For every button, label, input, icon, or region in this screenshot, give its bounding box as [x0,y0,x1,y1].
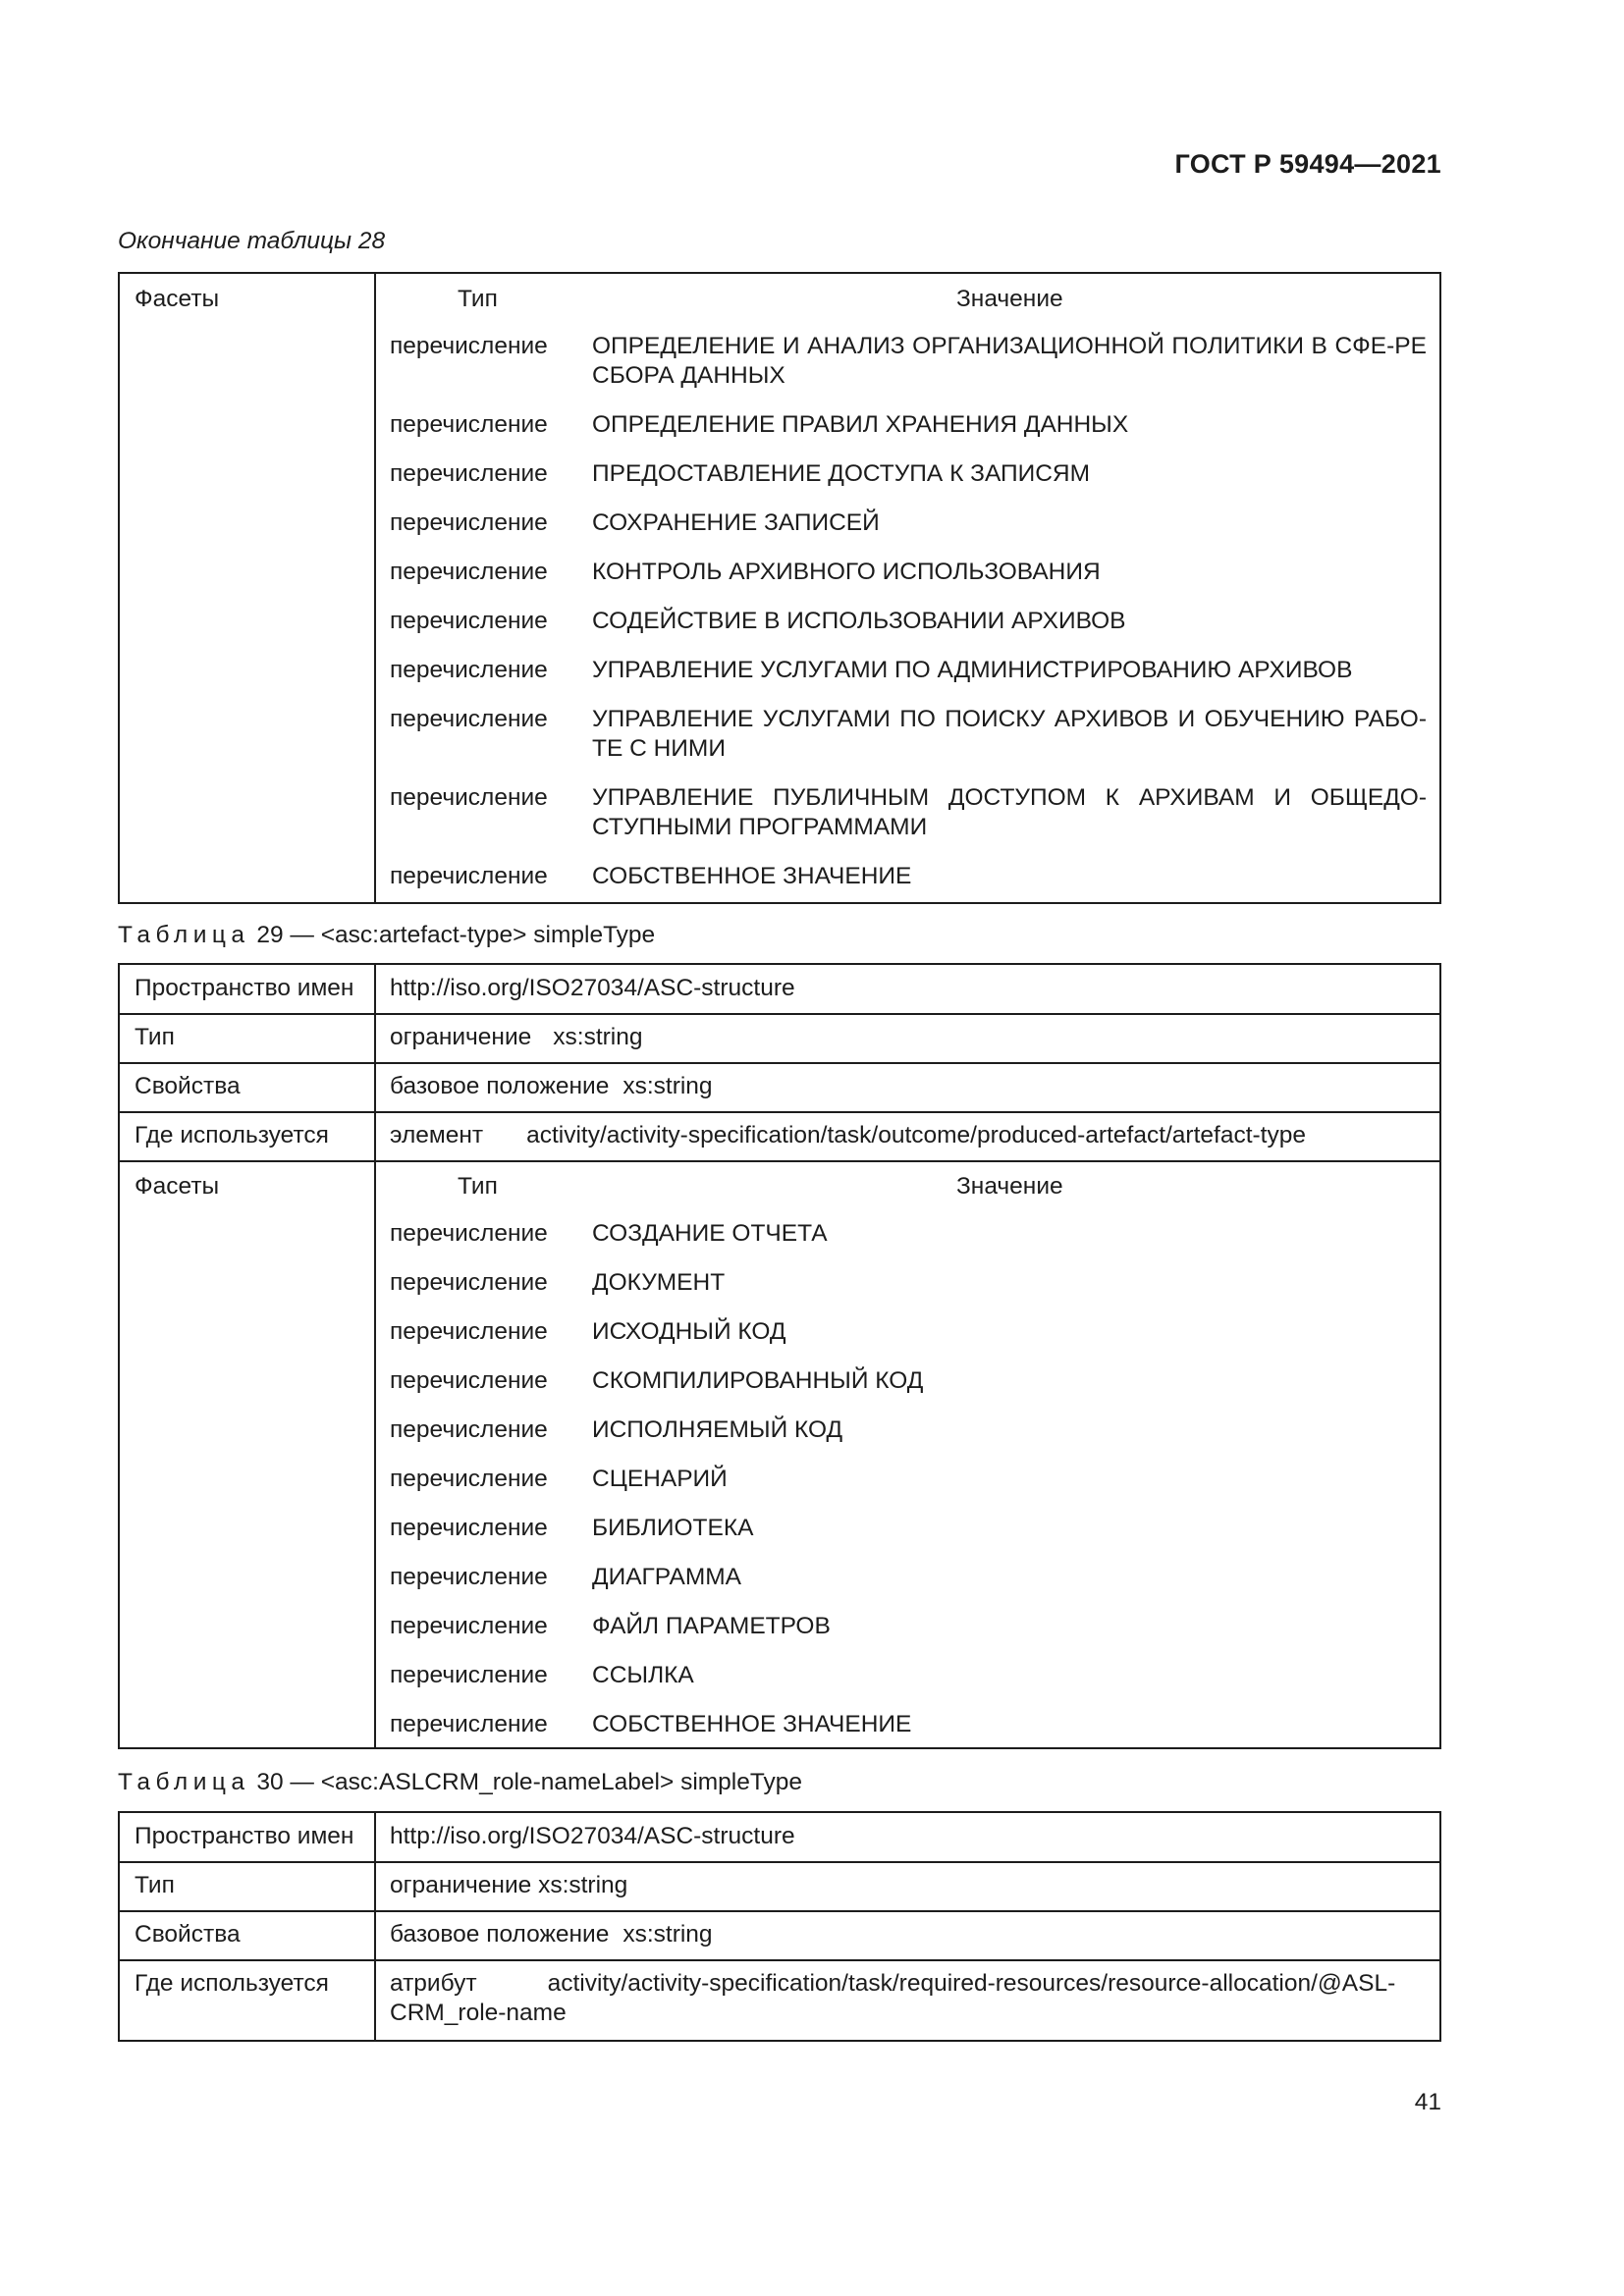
type-base: xs:string [553,1024,643,1050]
enum-type: перечисление [390,608,548,634]
enum-value: ДИАГРАММА [592,1564,742,1590]
enum-type: перечисление [390,1318,548,1345]
table-word: Таблица [118,1769,250,1795]
value-column-header: Значение [956,1173,1063,1200]
table-29 [118,963,1441,1749]
enum-value: СОБСТВЕННОЕ ЗНАЧЕНИЕ [592,863,912,889]
namespace-value: http://iso.org/ISO27034/ASC-structure [390,1823,795,1849]
row-divider [120,1111,1439,1113]
used-in-value [390,1121,1306,1150]
facets-label: Фасеты [135,1173,220,1200]
enum-type: перечисление [390,1564,548,1590]
enum-type: перечисление [390,1269,548,1296]
column-divider [374,965,376,1747]
facets-label: Фасеты [135,286,220,312]
row-divider [120,1160,1439,1162]
properties-kind: базовое положение [390,1073,610,1099]
enum-value: ФАЙЛ ПАРАМЕТРОВ [592,1613,831,1639]
enum-type: перечисление [390,1367,548,1394]
type-kind: ограничение [390,1024,532,1050]
column-divider [374,1813,376,2040]
row-divider [120,1910,1439,1912]
table-word: Таблица [118,922,250,948]
enum-value: СКОМПИЛИРОВАННЫЙ КОД [592,1367,924,1394]
enum-type: перечисление [390,1662,548,1688]
type-column-header: Тип [458,286,498,312]
enum-value: СОДЕЙСТВИЕ В ИСПОЛЬЗОВАНИИ АРХИВОВ [592,608,1126,634]
type-label: Тип [135,1024,175,1050]
enum-value: ОПРЕДЕЛЕНИЕ ПРАВИЛ ХРАНЕНИЯ ДАННЫХ [592,411,1129,438]
enum-type: перечисление [390,509,548,536]
properties-label: Свойства [135,1073,241,1099]
used-in-path: activity/activity-specification/task/required-resources/resource-allocation/@ASL- [547,1970,1396,1997]
properties-value [390,1072,713,1101]
enum-value: УПРАВЛЕНИЕ УСЛУГАМИ ПО ПОИСКУ АРХИВОВ И ОБУЧЕНИЮ РАБО-ТЕ С НИМИ [592,706,1427,762]
enum-type: перечисление [390,1416,548,1443]
table-caption: 30 — <asc:ASLCRM_role-nameLabel> simpleType [256,1769,802,1795]
type-column-header: Тип [458,1173,498,1200]
enum-value: ДОКУМЕНТ [592,1269,726,1296]
enum-type: перечисление [390,411,548,438]
used-in-path: activity/activity-specification/task/outcome/produced-artefact/artefact-type [526,1122,1306,1148]
table-29-title [118,922,655,949]
table-continuation-title: Окончание таблицы 28 [118,228,386,254]
enum-value: ПРЕДОСТАВЛЕНИЕ ДОСТУПА К ЗАПИСЯМ [592,460,1091,487]
enum-type: перечисление [390,460,548,487]
properties-value [390,1920,713,1949]
enum-type: перечисление [390,1466,548,1492]
enum-type: перечисление [390,784,548,811]
used-in-value-continued: CRM_role-name [390,2000,567,2026]
enum-value: ОПРЕДЕЛЕНИЕ И АНАЛИЗ ОРГАНИЗАЦИОННОЙ ПОЛИТИКИ В СФЕ-РЕ СБОРА ДАННЫХ [592,333,1427,389]
properties-base: xs:string [623,1921,713,1948]
enum-value: СОЗДАНИЕ ОТЧЕТА [592,1220,828,1247]
properties-kind: базовое положение [390,1921,610,1948]
enum-value: СОБСТВЕННОЕ ЗНАЧЕНИЕ [592,1711,912,1737]
document-code: ГОСТ Р 59494—2021 [1174,149,1441,179]
used-in-kind: элемент [390,1122,484,1148]
page-number: 41 [1414,2089,1441,2115]
enum-type: перечисление [390,863,548,889]
enum-type: перечисление [390,333,548,359]
used-in-value [390,1969,1395,1999]
properties-base: xs:string [623,1073,713,1099]
enum-value: КОНТРОЛЬ АРХИВНОГО ИСПОЛЬЗОВАНИЯ [592,559,1101,585]
enum-type: перечисление [390,657,548,683]
enum-value: УПРАВЛЕНИЕ УСЛУГАМИ ПО АДМИНИСТРИРОВАНИЮ АРХИВОВ [592,657,1353,683]
row-divider [120,1959,1439,1961]
type-label: Тип [135,1872,175,1898]
enum-type: перечисление [390,1711,548,1737]
enum-value: УПРАВЛЕНИЕ ПУБЛИЧНЫМ ДОСТУПОМ К АРХИВАМ И ОБЩЕДО-СТУПНЫМИ ПРОГРАММАМИ [592,784,1427,840]
namespace-label: Пространство имен [135,1823,354,1849]
table-30-title [118,1769,802,1796]
enum-type: перечисление [390,559,548,585]
enum-type: перечисление [390,1515,548,1541]
row-divider [120,1013,1439,1015]
enum-type: перечисление [390,1220,548,1247]
table-28-end [118,272,1441,904]
type-value [390,1023,642,1052]
properties-label: Свойства [135,1921,241,1948]
row-divider [120,1861,1439,1863]
used-in-label: Где используется [135,1970,329,1997]
column-divider [374,274,376,902]
enum-value: БИБЛИОТЕКА [592,1515,754,1541]
used-in-label: Где используется [135,1122,329,1148]
enum-value: ИСПОЛНЯЕМЫЙ КОД [592,1416,843,1443]
used-in-kind: атрибут [390,1970,477,1997]
enum-type: перечисление [390,706,548,732]
value-column-header: Значение [956,286,1063,312]
enum-type: перечисление [390,1613,548,1639]
namespace-value: http://iso.org/ISO27034/ASC-structure [390,975,795,1001]
namespace-label: Пространство имен [135,975,354,1001]
enum-value: СОХРАНЕНИЕ ЗАПИСЕЙ [592,509,880,536]
table-30 [118,1811,1441,2042]
enum-value: ИСХОДНЫЙ КОД [592,1318,786,1345]
table-caption: 29 — <asc:artefact-type> simpleType [256,922,656,948]
enum-value: СЦЕНАРИЙ [592,1466,728,1492]
type-value: ограничение xs:string [390,1872,628,1898]
row-divider [120,1062,1439,1064]
enum-value: ССЫЛКА [592,1662,694,1688]
